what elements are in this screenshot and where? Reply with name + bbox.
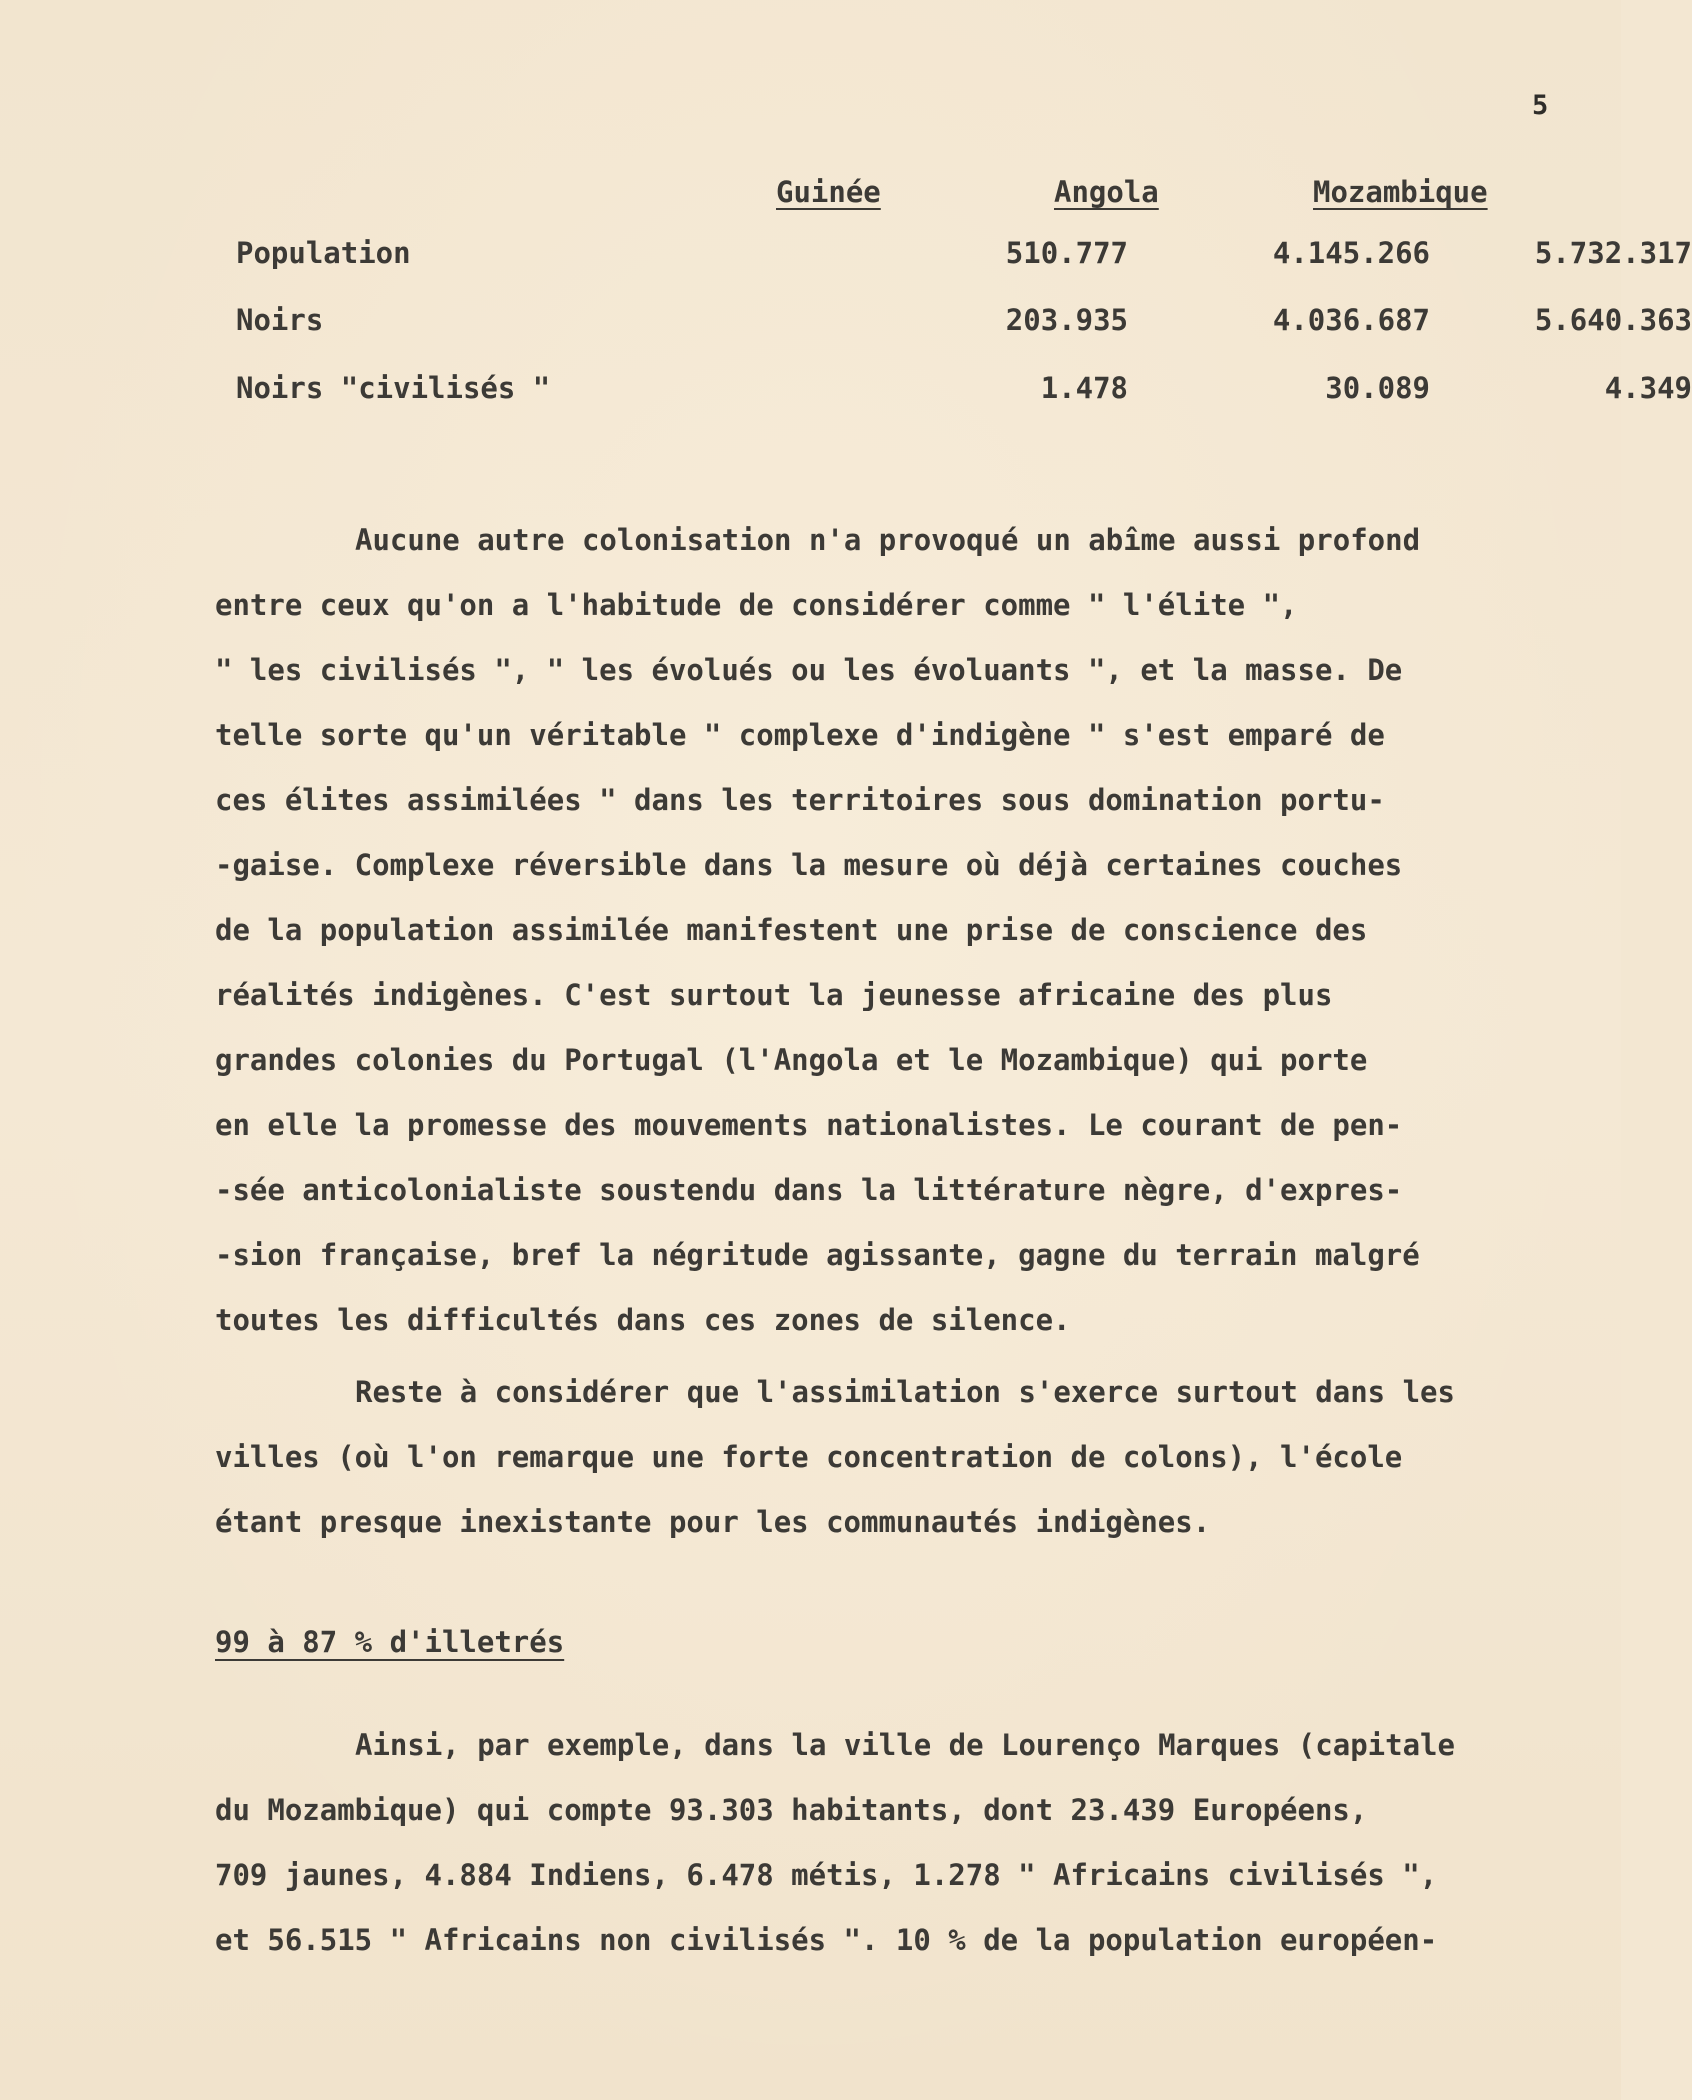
text-line: du Mozambique) qui compte 93.303 habitants, dont 23.439 Européens,	[215, 1793, 1368, 1827]
text-line: entre ceux qu'on a l'habitude de considérer comme " l'élite ",	[215, 588, 1298, 622]
text-line: Aucune autre colonisation n'a provoqué un abîme aussi profond	[355, 523, 1421, 557]
table-cell: 1.478	[1040, 371, 1128, 405]
page-number: 5	[1532, 90, 1549, 121]
text-line: -sion française, bref la négritude agissante, gagne du terrain malgré	[215, 1238, 1420, 1272]
text-line: de la population assimilée manifestent une prise de conscience des	[215, 913, 1368, 947]
text-line: et 56.515 " Africains non civilisés ". 10 % de la population européen-	[215, 1923, 1438, 1957]
text-line: 709 jaunes, 4.884 Indiens, 6.478 métis, 1.278 " Africains civilisés ",	[215, 1858, 1438, 1892]
text-line: Ainsi, par exemple, dans la ville de Lourenço Marques (capitale	[355, 1728, 1455, 1762]
row-label: Noirs "civilisés "	[236, 371, 551, 405]
table-cell: 30.089	[1325, 371, 1430, 405]
paragraph-lourenco-marques	[215, 1713, 1595, 1973]
section-heading: 99 à 87 % d'illetrés	[215, 1625, 565, 1659]
text-line: " les civilisés ", " les évolués ou les évoluants ", et la masse. De	[215, 653, 1403, 687]
row-label: Noirs	[236, 303, 324, 337]
table-cell: 203.935	[1005, 303, 1128, 337]
text-line: Reste à considérer que l'assimilation s'exerce surtout dans les	[355, 1375, 1455, 1409]
column-header-guinee: Guinée	[776, 175, 881, 209]
column-header-mozambique: Mozambique	[1313, 175, 1488, 209]
table-cell: 4.349	[1604, 371, 1692, 405]
table-cell: 5.640.363	[1534, 303, 1692, 337]
row-label: Population	[236, 236, 411, 270]
table-row-noirs	[236, 303, 1692, 343]
text-line: toutes les difficultés dans ces zones de silence.	[215, 1303, 1071, 1337]
text-line: grandes colonies du Portugal (l'Angola et le Mozambique) qui porte	[215, 1043, 1368, 1077]
paragraph-villes	[215, 1360, 1595, 1555]
column-header-angola: Angola	[1054, 175, 1159, 209]
text-line: ces élites assimilées " dans les territoires sous domination portu-	[215, 783, 1385, 817]
paragraph-assimilation	[215, 508, 1595, 1353]
text-line: -sée anticolonialiste soustendu dans la littérature nègre, d'expres-	[215, 1173, 1403, 1207]
text-line: telle sorte qu'un véritable " complexe d'indigène " s'est emparé de	[215, 718, 1385, 752]
text-line: en elle la promesse des mouvements nationalistes. Le courant de pen-	[215, 1108, 1403, 1142]
table-cell: 4.036.687	[1272, 303, 1430, 337]
text-line: -gaise. Complexe réversible dans la mesure où déjà certaines couches	[215, 848, 1403, 882]
table-cell: 4.145.266	[1272, 236, 1430, 270]
table-row-noirs-civilises	[236, 371, 1692, 411]
table-cell: 510.777	[1005, 236, 1128, 270]
text-line: réalités indigènes. C'est surtout la jeunesse africaine des plus	[215, 978, 1333, 1012]
table-row-population	[236, 236, 1692, 276]
text-line: étant presque inexistante pour les communautés indigènes.	[215, 1505, 1211, 1539]
text-line: villes (où l'on remarque une forte concentration de colons), l'école	[215, 1440, 1403, 1474]
table-cell: 5.732.317	[1534, 236, 1692, 270]
